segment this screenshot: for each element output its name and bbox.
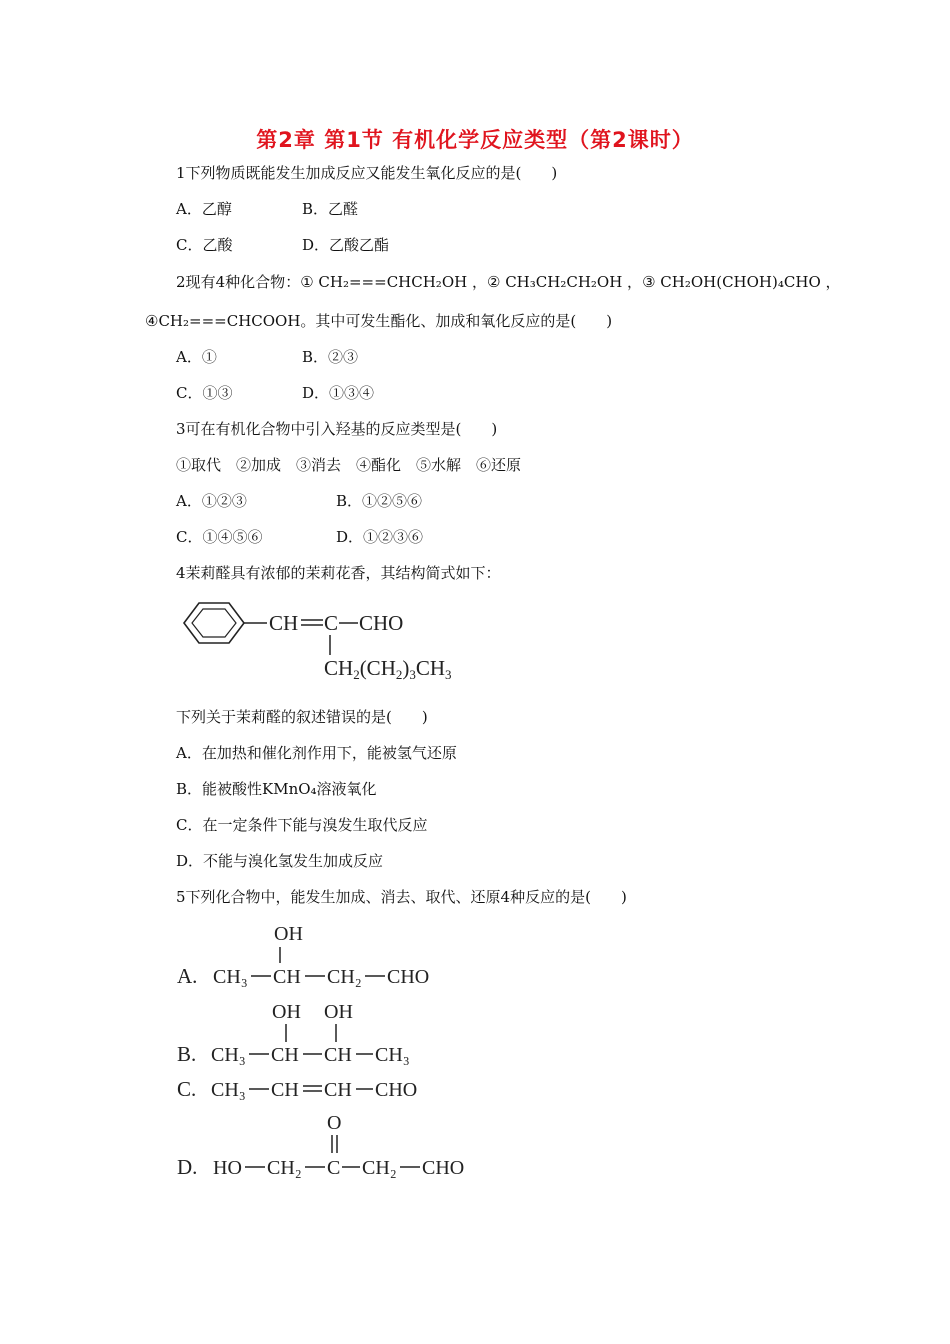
d-ho: HO [213,1157,242,1179]
q2-option-c: C．①③ [176,384,233,402]
a-ch3: CH₃ [213,966,248,988]
c-cho: CHO [375,1079,418,1101]
q2-word: 现 [185,273,201,291]
q3-option-d: D．①②③⑥ [336,528,424,546]
q2-compound-2: ② CH₃CH₂CH₂OH ， [486,273,643,291]
pentyl-branch: CH2(CH2)3CH3 [324,656,452,682]
b-oh-2: OH [324,1001,353,1023]
c-ch3: CH₃ [211,1079,246,1101]
a-cho: CHO [387,966,430,988]
q1-option-a: A．乙醇 [176,200,232,218]
q2-option-a: A．① [176,348,217,366]
option-a-label: A. [177,964,198,988]
q3-option-a: A．①②③ [176,492,247,510]
q5-structures [170,918,490,1183]
q3-option-c: C．①④⑤⑥ [176,528,263,546]
q2-word: ： [285,273,301,291]
b-ch3-left: CH₃ [211,1044,246,1066]
q2-word: 合 [255,273,271,291]
q2-word: 化 [240,273,256,291]
q4-question: 下列关于茉莉醛的叙述错误的是( ) [176,708,428,726]
option-d-label: D. [177,1155,198,1179]
q2-word: 2 [176,273,186,291]
q1-option-c: C．乙酸 [176,236,233,254]
q2-stem-line1 [176,273,841,291]
q2-stem-line2: ④CH₂===CHCOOH。其中可发生酯化、加成和氧化反应的是( ) [145,312,613,330]
a-oh: OH [274,923,303,945]
q3-reaction-types: ①取代 ②加成 ③消去 ④酯化 ⑤水解 ⑥还原 [176,456,522,474]
option-b-label: B. [177,1042,197,1066]
a-ch2: CH₂ [327,966,362,988]
q4-option-d: D．不能与溴化氢发生加成反应 [176,852,384,870]
q2-compound-1: ① CH₂===CHCH₂OH ， [300,273,487,291]
b-ch-2: CH [324,1044,352,1066]
c-ch-2: CH [324,1079,352,1101]
d-cho: CHO [422,1157,465,1179]
d-c: C [327,1157,341,1179]
q2-word: 4 [215,273,226,291]
c-ch-1: CH [271,1079,299,1101]
q2-word: 种 [225,273,241,291]
b-ch3-right: CH₃ [375,1044,410,1066]
ch-group: CH [269,611,299,635]
d-ch2-left: CH₂ [267,1157,302,1179]
q2-option-d: D．①③④ [302,384,375,402]
benzene-inner-ring [192,609,236,637]
d-o: O [327,1112,342,1134]
q2-option-b: B．②③ [302,348,359,366]
q4-stem: 4茉莉醛具有浓郁的茉莉花香，其结构简式如下： [176,564,501,582]
page-title: 第2章 第1节 有机化学反应类型（第2课时） [256,128,694,152]
q5-stem: 5下列化合物中，能发生加成、消去、取代、还原4种反应的是( ) [176,888,627,906]
q1-stem: 1下列物质既能发生加成反应又能发生氧化反应的是( ) [176,164,558,182]
jasminaldehyde-structure [176,595,496,685]
b-oh-1: OH [272,1001,301,1023]
q4-option-c: C．在一定条件下能与溴发生取代反应 [176,816,428,834]
q4-option-a: A．在加热和催化剂作用下，能被氢气还原 [176,744,457,762]
q2-compound-3: ③ CH₂OH(CHOH)₄CHO ， [642,273,841,291]
q4-option-b: B．能被酸性KMnO₄溶液氧化 [176,780,377,798]
q2-word: 物 [270,273,286,291]
q1-option-b: B．乙醛 [302,200,359,218]
q1-option-d: D．乙酸乙酯 [302,236,390,254]
cho-group: CHO [359,611,404,635]
b-ch-1: CH [271,1044,299,1066]
option-c-label: C. [177,1077,197,1101]
a-ch: CH [273,966,301,988]
q2-word: 有 [200,273,216,291]
q3-stem: 3可在有机化合物中引入羟基的反应类型是( ) [176,420,498,438]
d-ch2-right: CH₂ [362,1157,397,1179]
q3-option-b: B．①②⑤⑥ [336,492,423,510]
c-atom: C [324,611,339,635]
